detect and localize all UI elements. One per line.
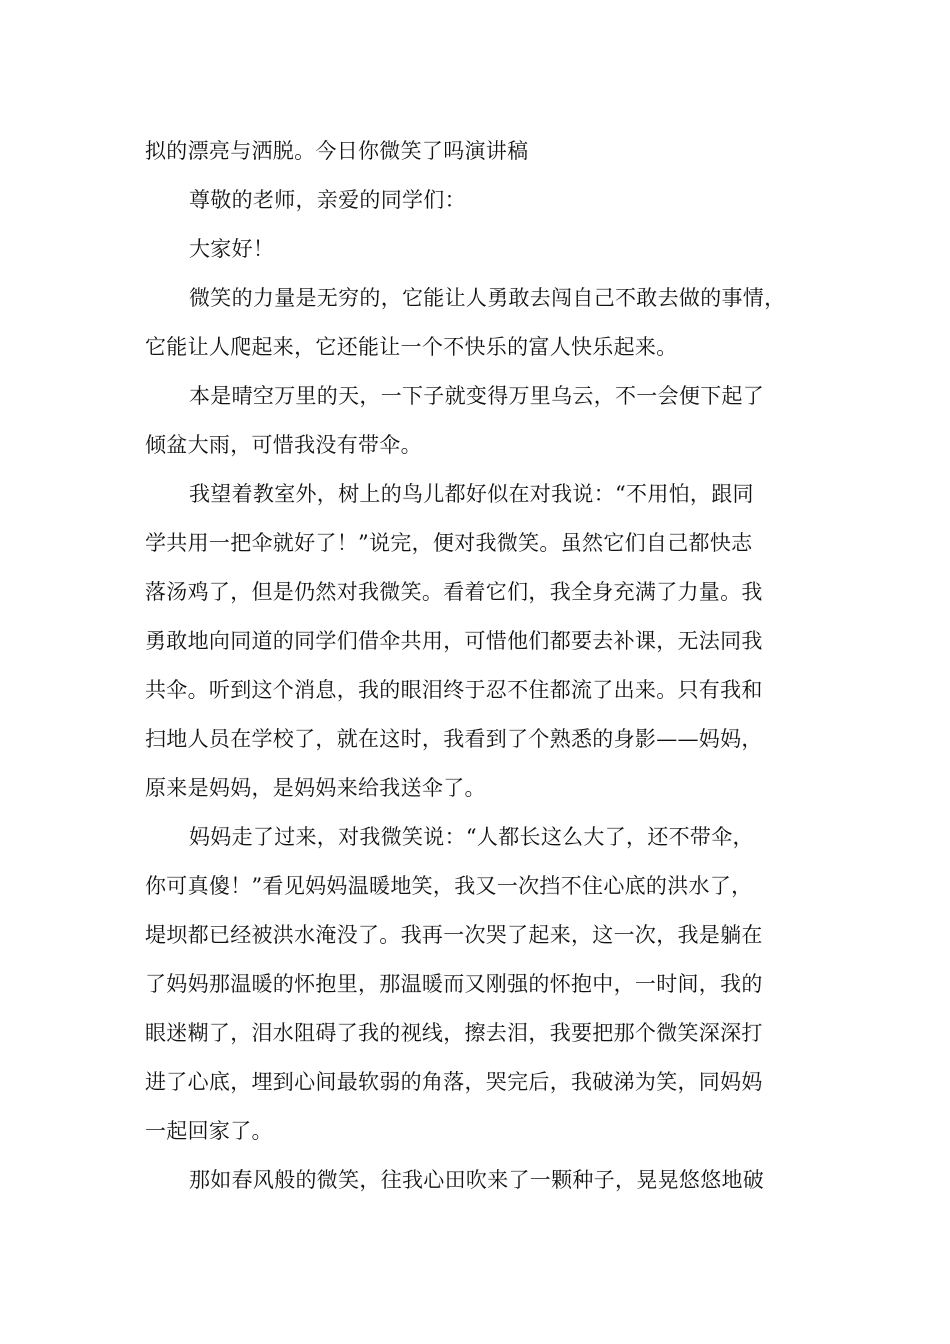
text-line: 一起回家了。 (145, 1119, 273, 1143)
text-line: 共伞。听到这个消息，我的眼泪终于忍不住都流了出来。只有我和 (145, 678, 763, 702)
text-line: 本是晴空万里的天，一下子就变得万里乌云，不一会便下起了 (189, 384, 765, 408)
greeting-line: 大家好！ (189, 237, 275, 261)
text-line: 微笑的力量是无穷的，它能让人勇敢去闯自己不敢去做的事情， (189, 286, 786, 310)
text-line: 倾盆大雨，可惜我没有带伞。 (145, 433, 422, 457)
text-line: 那如春风般的微笑，往我心田吹来了一颗种子，晃晃悠悠地破 (189, 1168, 765, 1192)
text-line: 扫地人员在学校了，就在这时，我看到了个熟悉的身影——妈妈， (145, 727, 763, 751)
text-line: 它能让人爬起来，它还能让一个不快乐的富人快乐起来。 (145, 335, 678, 359)
text-line: 妈妈走了过来，对我微笑说：“人都长这么大了，还不带伞， (189, 825, 754, 849)
text-line: 落汤鸡了，但是仍然对我微笑。看着它们，我全身充满了力量。我 (145, 580, 763, 604)
text-line: 眼迷糊了，泪水阻碍了我的视线，擦去泪，我要把那个微笑深深打 (145, 1021, 763, 1045)
text-line: 学共用一把伞就好了！”说完，便对我微笑。虽然它们自己都快志 (145, 531, 753, 555)
text-line: 进了心底，埋到心间最软弱的角落，哭完后，我破涕为笑，同妈妈 (145, 1070, 763, 1094)
text-line: 拟的漂亮与洒脱。今日你微笑了吗演讲稿 (145, 139, 529, 163)
document-body (145, 133, 807, 1211)
salutation-line: 尊敬的老师，亲爱的同学们： (189, 188, 466, 212)
text-line: 勇敢地向同道的同学们借伞共用，可惜他们都要去补课，无法同我 (145, 629, 763, 653)
text-line: 原来是妈妈，是妈妈来给我送伞了。 (145, 776, 486, 800)
text-line: 堤坝都已经被洪水淹没了。我再一次哭了起来，这一次，我是躺在 (145, 923, 763, 947)
text-line: 了妈妈那温暖的怀抱里，那温暖而又刚强的怀抱中，一时间，我的 (145, 972, 763, 996)
text-line: 你可真傻！”看见妈妈温暖地笑，我又一次挡不住心底的洪水了， (145, 874, 753, 898)
text-line: 我望着教室外，树上的鸟儿都好似在对我说：“不用怕，跟同 (189, 482, 754, 506)
